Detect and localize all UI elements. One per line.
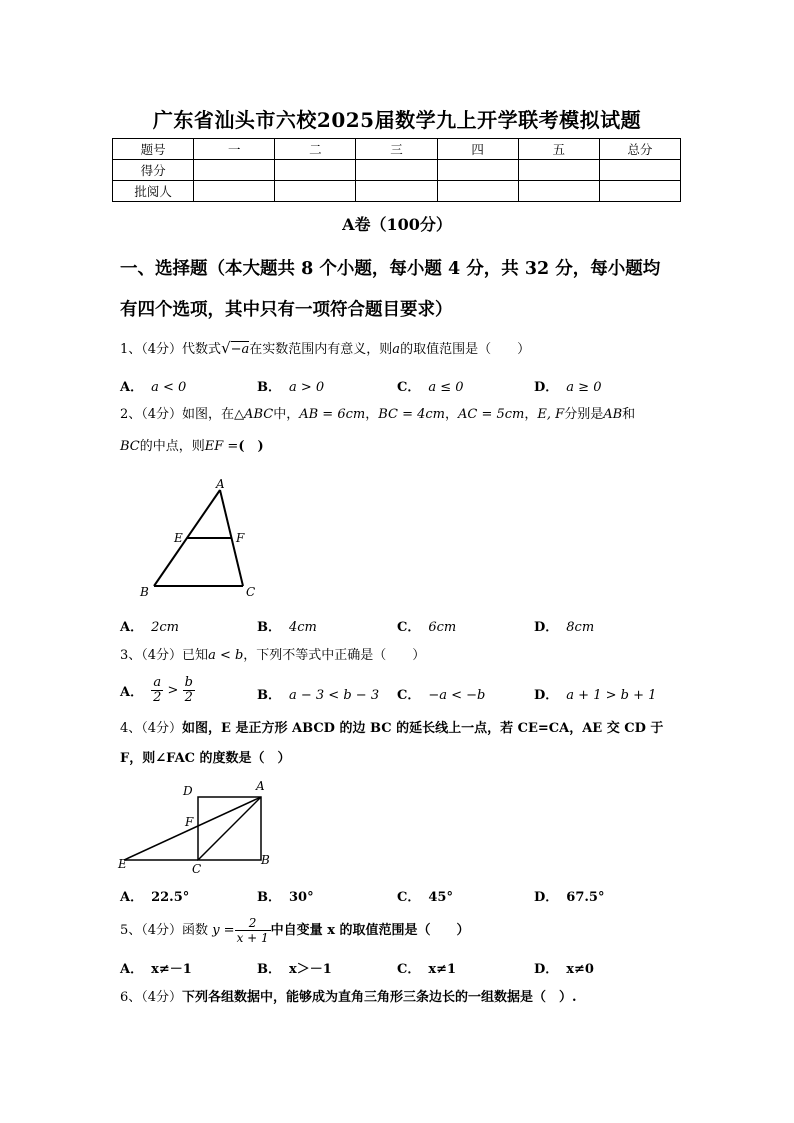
- label-e: E: [174, 531, 183, 545]
- option-letter: D．: [534, 962, 559, 977]
- label-f: F: [236, 531, 245, 545]
- option-d[interactable]: [534, 886, 604, 905]
- option-text: x≠1: [428, 962, 457, 977]
- option-text: 4cm: [289, 620, 317, 635]
- score-cell: [518, 160, 599, 181]
- math-expr: E, F: [537, 407, 565, 422]
- option-letter: D．: [534, 380, 559, 395]
- option-letter: B．: [257, 688, 281, 703]
- numerator: a: [151, 676, 163, 691]
- fraction-b-over-2: [183, 676, 195, 705]
- question-text: 下列各组数据中，能够成为直角三角形三条边长的一组数据是（ ）.: [182, 990, 577, 1005]
- math-expr: △ABC: [234, 407, 274, 422]
- grader-cell: [194, 181, 275, 202]
- math-expr: BC: [120, 439, 140, 454]
- operator: >: [167, 683, 179, 698]
- volume-heading: A卷（100分）: [342, 215, 452, 234]
- question-text: 分别是: [564, 407, 604, 422]
- question-3: [120, 646, 690, 666]
- numerator: 2: [235, 916, 271, 931]
- question-4-line2: F，则∠FAC 的度数是（ ）: [120, 751, 291, 766]
- section-heading-line2: 有四个选项，其中只有一项符合题目要求）: [120, 300, 453, 320]
- option-letter: D．: [534, 890, 559, 905]
- option-letter: C．: [397, 688, 421, 703]
- question-4: [120, 719, 690, 739]
- math-expr: AB: [603, 407, 623, 422]
- option-text: a ≥ 0: [566, 380, 602, 395]
- header-cell: 题号: [113, 139, 194, 160]
- option-c[interactable]: [397, 684, 485, 703]
- option-letter: A．: [120, 685, 144, 700]
- question-text: 中，: [273, 407, 300, 422]
- question-number: 3、（4分）: [120, 648, 183, 663]
- option-letter: A．: [120, 890, 144, 905]
- option-b[interactable]: [257, 616, 317, 635]
- row-label: 批阅人: [113, 181, 194, 202]
- option-b[interactable]: [257, 886, 314, 905]
- option-text: x＞－1: [289, 962, 332, 977]
- label-b: B: [261, 853, 270, 867]
- score-table-header-row: [113, 139, 681, 160]
- line-ac: [198, 797, 261, 860]
- options-q4: [120, 886, 690, 908]
- label-a: A: [256, 779, 265, 793]
- separator: ，: [365, 407, 379, 422]
- option-letter: D．: [534, 688, 559, 703]
- header-cell: 一: [194, 139, 275, 160]
- question-number: 4、（4分）: [120, 721, 183, 736]
- label-c: C: [192, 862, 202, 876]
- question-6: [120, 988, 690, 1008]
- option-text: a − 3 < b − 3: [289, 688, 380, 703]
- score-cell: [194, 160, 275, 181]
- options-q1: [120, 376, 690, 398]
- square-figure: [116, 778, 276, 876]
- page-title: 广东省汕头市六校2025届数学九上开学联考模拟试题: [152, 108, 642, 132]
- option-letter: A．: [120, 380, 144, 395]
- denominator: x + 1: [236, 931, 269, 945]
- question-text: 函数: [182, 923, 209, 938]
- separator: ，: [445, 407, 459, 422]
- question-text: 的取值范围是（ ）: [400, 342, 531, 357]
- math-expr: BC = 4cm: [378, 407, 445, 422]
- row-label: 得分: [113, 160, 194, 181]
- option-letter: A．: [120, 962, 144, 977]
- label-e: E: [118, 857, 127, 871]
- radical-expression: [221, 338, 249, 360]
- fraction-2-over-x-plus-1: [235, 916, 271, 945]
- option-text: a ≤ 0: [428, 380, 464, 395]
- separator: ，: [524, 407, 538, 422]
- question-text: 如图，E 是正方形 ABCD 的边 BC 的延长线上一点，若 CE=CA，AE 交 CD 于: [182, 721, 664, 736]
- option-letter: B．: [257, 380, 281, 395]
- options-q3: [120, 676, 690, 710]
- label-b: B: [140, 585, 149, 599]
- option-c[interactable]: [397, 958, 456, 977]
- option-text: 45°: [428, 890, 453, 905]
- option-letter: B．: [257, 890, 281, 905]
- grader-cell: [599, 181, 680, 202]
- header-cell: 总分: [599, 139, 680, 160]
- score-row: [113, 160, 681, 181]
- option-text: −a < −b: [428, 688, 486, 703]
- denominator: 2: [153, 690, 162, 705]
- option-c[interactable]: [397, 376, 464, 395]
- question-text: 代数式: [182, 342, 222, 357]
- option-letter: D．: [534, 620, 559, 635]
- option-a[interactable]: [120, 958, 192, 977]
- question-1: [120, 338, 690, 360]
- label-d: D: [183, 784, 193, 798]
- question-number: 1、（4分）: [120, 342, 183, 357]
- score-cell: [356, 160, 437, 181]
- option-a[interactable]: [120, 886, 189, 905]
- header-cell: 五: [518, 139, 599, 160]
- option-text: a < 0: [151, 380, 187, 395]
- radicand: −a: [230, 342, 250, 357]
- header-cell: 二: [275, 139, 356, 160]
- option-d[interactable]: [534, 616, 594, 635]
- math-expr: AB = 6cm: [299, 407, 366, 422]
- score-table: [112, 138, 681, 202]
- option-a[interactable]: [120, 676, 195, 705]
- option-c[interactable]: [397, 886, 453, 905]
- question-number: 6、（4分）: [120, 990, 183, 1005]
- option-text: 6cm: [428, 620, 457, 635]
- option-text: a > 0: [289, 380, 325, 395]
- option-d[interactable]: [534, 376, 601, 395]
- option-text: 2cm: [151, 620, 179, 635]
- option-text: 8cm: [566, 620, 595, 635]
- math-expr: EF =: [204, 439, 239, 454]
- option-b[interactable]: [257, 376, 324, 395]
- grader-cell: [275, 181, 356, 202]
- math-expr: AC = 5cm: [458, 407, 525, 422]
- answer-paren: ( ): [238, 439, 264, 454]
- option-b[interactable]: [257, 684, 379, 703]
- option-letter: B．: [257, 620, 281, 635]
- math-var: a: [392, 342, 401, 357]
- question-2-line2: [120, 437, 690, 457]
- option-letter: A．: [120, 620, 144, 635]
- option-letter: C．: [397, 962, 421, 977]
- option-letter: B．: [257, 962, 281, 977]
- question-text: 如图，在: [182, 407, 235, 422]
- question-text: ，下列不等式中正确是（ ）: [243, 648, 426, 663]
- option-text: 67.5°: [566, 890, 605, 905]
- denominator: 2: [184, 690, 193, 705]
- label-c: C: [246, 585, 256, 599]
- question-text: 已知: [182, 648, 209, 663]
- question-5: [120, 914, 690, 948]
- question-number: 5、（4分）: [120, 923, 183, 938]
- question-number: 2、（4分）: [120, 407, 183, 422]
- option-letter: C．: [397, 380, 421, 395]
- score-cell: [275, 160, 356, 181]
- question-text: 和: [622, 407, 636, 422]
- grader-row: [113, 181, 681, 202]
- options-q5: [120, 958, 690, 980]
- option-c[interactable]: [397, 616, 456, 635]
- options-q2: [120, 616, 690, 638]
- label-f: F: [185, 815, 194, 829]
- question-text: 中自变量 x 的取值范围是（ ）: [270, 923, 470, 938]
- score-cell: [599, 160, 680, 181]
- option-letter: C．: [397, 620, 421, 635]
- option-a[interactable]: [120, 616, 179, 635]
- radical-sign-icon: √: [221, 339, 231, 357]
- grader-cell: [437, 181, 518, 202]
- option-d[interactable]: [534, 684, 656, 703]
- grader-cell: [356, 181, 437, 202]
- triangle-figure: [136, 474, 266, 600]
- grader-cell: [518, 181, 599, 202]
- section-heading-line1: 一、选择题（本大题共 8 个小题，每小题 4 分，共 32 分，每小题均: [120, 259, 661, 279]
- question-2: [120, 405, 690, 425]
- math-expr: y =: [212, 923, 235, 938]
- option-b[interactable]: [257, 958, 332, 977]
- option-text: x≠0: [566, 962, 594, 977]
- option-a[interactable]: [120, 376, 186, 395]
- math-expr: a < b: [208, 648, 244, 663]
- fraction-a-over-2: [151, 676, 163, 705]
- header-cell: 三: [356, 139, 437, 160]
- option-text: 30°: [289, 890, 314, 905]
- label-a: A: [216, 477, 225, 491]
- option-letter: C．: [397, 890, 421, 905]
- score-cell: [437, 160, 518, 181]
- question-text: 在实数范围内有意义，则: [249, 342, 393, 357]
- numerator: b: [184, 675, 193, 690]
- option-text: a + 1 > b + 1: [566, 688, 657, 703]
- option-d[interactable]: [534, 958, 594, 977]
- question-text: 的中点，则: [139, 439, 205, 454]
- option-text: x≠－1: [151, 962, 192, 977]
- header-cell: 四: [437, 139, 518, 160]
- option-text: 22.5°: [151, 890, 190, 905]
